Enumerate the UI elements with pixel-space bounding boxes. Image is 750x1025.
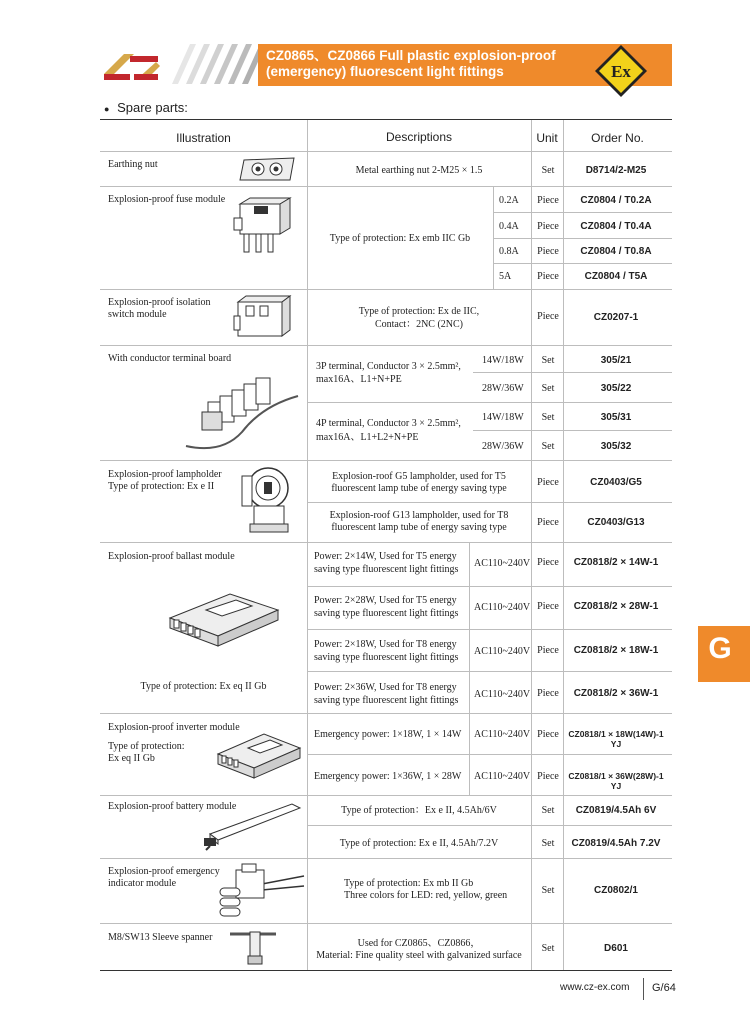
terminal-order: 305/31 [600,412,632,423]
battery-order: CZ0819/4.5Ah 6V [575,805,657,816]
fuse-rating: 0.8A [499,246,519,257]
isolation-name-2: switch module [108,309,167,320]
spanner-order: D601 [604,943,628,954]
sleeve-spanner-illustration [224,924,288,968]
ballast-voltage: AC110~240V [474,646,531,657]
fuse-rating: 0.4A [499,221,519,232]
section-title [104,100,188,115]
battery-unit: Set [541,838,555,849]
fuse-unit: Piece [537,271,559,282]
inverter-module-illustration [214,724,304,782]
battery-order: CZ0819/4.5Ah 7.2V [571,838,661,849]
ballast-desc-1: Power: 2×18W, Used for T8 energy [314,639,457,650]
terminal-board-illustration [182,376,302,458]
terminal-unit: Set [541,412,555,423]
spanner-name: M8/SW13 Sleeve spanner [108,932,213,943]
ex-warning-icon [594,44,648,98]
terminal-power: 28W/36W [482,383,524,394]
terminal-unit: Set [541,383,555,394]
lampholder-desc-1: Explosion-roof G13 lampholder, used for T8 [329,510,509,521]
ballast-voltage: AC110~240V [474,689,531,700]
spanner-unit: Set [541,943,555,954]
terminal-order: 305/21 [600,355,632,366]
terminal-3p-desc-2: max16A、L1+N+PE [316,374,402,385]
fuse-rating: 5A [499,271,512,282]
terminal-unit: Set [541,355,555,366]
isolation-name-1: Explosion-proof isolation [108,297,211,308]
indicator-order: CZ0802/1 [594,885,638,896]
fuse-desc: Type of protection: Ex emb IIC Gb [329,233,471,244]
earthing-desc: Metal earthing nut 2-M25 × 1.5 [355,165,483,176]
fuse-unit: Piece [537,246,559,257]
lampholder-order: CZ0403/G13 [587,517,645,528]
ballast-unit: Piece [537,645,559,656]
lampholder-unit: Piece [537,477,559,488]
battery-name: Explosion-proof battery module [108,801,237,812]
inverter-desc: Emergency power: 1×18W, 1 × 14W [314,729,462,740]
lampholder-desc-2: fluorescent lamp tube of energy saving type [331,483,507,494]
page-title [266,48,556,80]
col-descriptions: Descriptions [385,130,453,144]
indicator-desc-2: Three colors for LED: red, yellow, green [344,890,508,901]
terminal-unit: Set [541,441,555,452]
ballast-order: CZ0818/2 × 18W-1 [573,645,659,656]
inverter-voltage: AC110~240V [474,729,531,740]
fuse-unit: Piece [537,221,559,232]
inverter-unit: Piece [537,729,559,740]
ballast-desc-2: saving type fluorescent light fittings [314,564,459,575]
indicator-unit: Set [541,885,555,896]
page-header [0,40,750,86]
fuse-rating: 0.2A [499,195,519,206]
isolation-unit: Piece [537,311,559,322]
lampholder-name-2: Type of protection: Ex e II [108,481,215,492]
ballast-name: Explosion-proof ballast module [108,551,235,562]
terminal-power: 14W/18W [482,412,524,423]
ex-mark-text: Ex [611,62,631,81]
fuse-order: CZ0804 / T0.4A [580,221,652,232]
isolation-order: CZ0207-1 [593,312,639,323]
footer-url: www.cz-ex.com [560,982,630,993]
terminal-order: 305/22 [600,383,632,394]
lampholder-desc-1: Explosion-roof G5 lampholder, used for T5 [332,471,506,482]
battery-desc: Type of protection：Ex e II, 4.5Ah/6V [341,805,497,816]
title-line-1: CZ0865、CZ0866 Full plastic explosion-proof [266,48,556,63]
ballast-desc-2: saving type fluorescent light fittings [314,652,459,663]
lampholder-order: CZ0403/G5 [590,477,642,488]
fuse-name: Explosion-proof fuse module [108,194,226,205]
ballast-unit: Piece [537,688,559,699]
inverter-order: CZ0818/1 × 18W(14W)-1 YJ [568,729,664,749]
fuse-unit: Piece [537,195,559,206]
inverter-protection-2: Ex eq II Gb [108,753,155,764]
terminal-power: 28W/36W [482,441,524,452]
ballast-desc-1: Power: 2×14W, Used for T5 energy [314,551,457,562]
ballast-order: CZ0818/2 × 14W-1 [573,557,659,568]
ballast-module-illustration [166,580,282,648]
footer-divider [643,978,644,1000]
indicator-module-illustration [214,860,306,922]
ballast-desc-1: Power: 2×28W, Used for T5 energy [314,595,457,606]
terminal-3p-desc-1: 3P terminal, Conductor 3 × 2.5mm², [316,361,461,372]
ballast-unit: Piece [537,557,559,568]
col-illustration: Illustration [176,131,231,145]
section-tab-label: G [708,632,732,665]
isolation-desc-1: Type of protection: Ex de IIC, [358,306,480,317]
indicator-desc-1: Type of protection: Ex mb II Gb [344,878,474,889]
spanner-desc-1: Used for CZ0865、CZ0866， [357,938,481,949]
inverter-name: Explosion-proof inverter module [108,722,240,733]
battery-unit: Set [541,805,555,816]
bullet-icon: ● [104,104,110,114]
section-title-text: Spare parts: [117,100,188,115]
col-order: Order No. [591,131,644,145]
battery-desc: Type of protection: Ex e II, 4.5Ah/7.2V [339,838,499,849]
isolation-desc-2: Contact：2NC (2NC) [374,319,464,330]
inverter-desc: Emergency power: 1×36W, 1 × 28W [314,771,462,782]
ballast-voltage: AC110~240V [474,602,531,613]
earthing-nut-illustration [238,156,296,182]
fuse-module-illustration [232,196,292,258]
isolation-switch-illustration [232,292,294,340]
earthing-order: D8714/2-M25 [585,165,647,176]
fuse-order: CZ0804 / T0.8A [580,246,652,257]
terminal-order: 305/32 [600,441,632,452]
battery-module-illustration [200,800,304,852]
ballast-desc-1: Power: 2×36W, Used for T8 energy [314,682,457,693]
ballast-desc-2: saving type fluorescent light fittings [314,608,459,619]
header-stripes [160,44,270,84]
lampholder-name-1: Explosion-proof lampholder [108,469,222,480]
ballast-unit: Piece [537,601,559,612]
inverter-unit: Piece [537,771,559,782]
lampholder-illustration [236,462,296,538]
terminal-4p-desc-1: 4P terminal, Conductor 3 × 2.5mm², [316,418,461,429]
cz-logo [100,48,162,84]
inverter-protection-1: Type of protection: [108,741,185,752]
section-tab [698,626,750,682]
earthing-unit: Set [541,165,555,176]
col-unit: Unit [536,131,558,145]
ballast-order: CZ0818/2 × 28W-1 [573,601,659,612]
terminal-4p-desc-2: max16A、L1+L2+N+PE [316,432,419,443]
lampholder-desc-2: fluorescent lamp tube of energy saving type [331,522,507,533]
ballast-protection: Type of protection: Ex eq II Gb [140,681,267,692]
earthing-name: Earthing nut [108,159,158,170]
indicator-name-2: indicator module [108,878,177,889]
ballast-voltage: AC110~240V [474,558,531,569]
indicator-name-1: Explosion-proof emergency [108,866,220,877]
terminal-name: With conductor terminal board [108,353,232,364]
terminal-power: 14W/18W [482,355,524,366]
title-line-2: (emergency) fluorescent light fittings [266,64,504,79]
page-number: G/64 [652,982,676,994]
inverter-order: CZ0818/1 × 36W(28W)-1 YJ [568,771,664,791]
fuse-order: CZ0804 / T0.2A [580,195,652,206]
inverter-voltage: AC110~240V [474,771,531,782]
fuse-order: CZ0804 / T5A [584,271,648,282]
spanner-desc-2: Material: Fine quality steel with galvanized surface [316,950,522,961]
ballast-order: CZ0818/2 × 36W-1 [573,688,659,699]
lampholder-unit: Piece [537,517,559,528]
ballast-desc-2: saving type fluorescent light fittings [314,695,459,706]
